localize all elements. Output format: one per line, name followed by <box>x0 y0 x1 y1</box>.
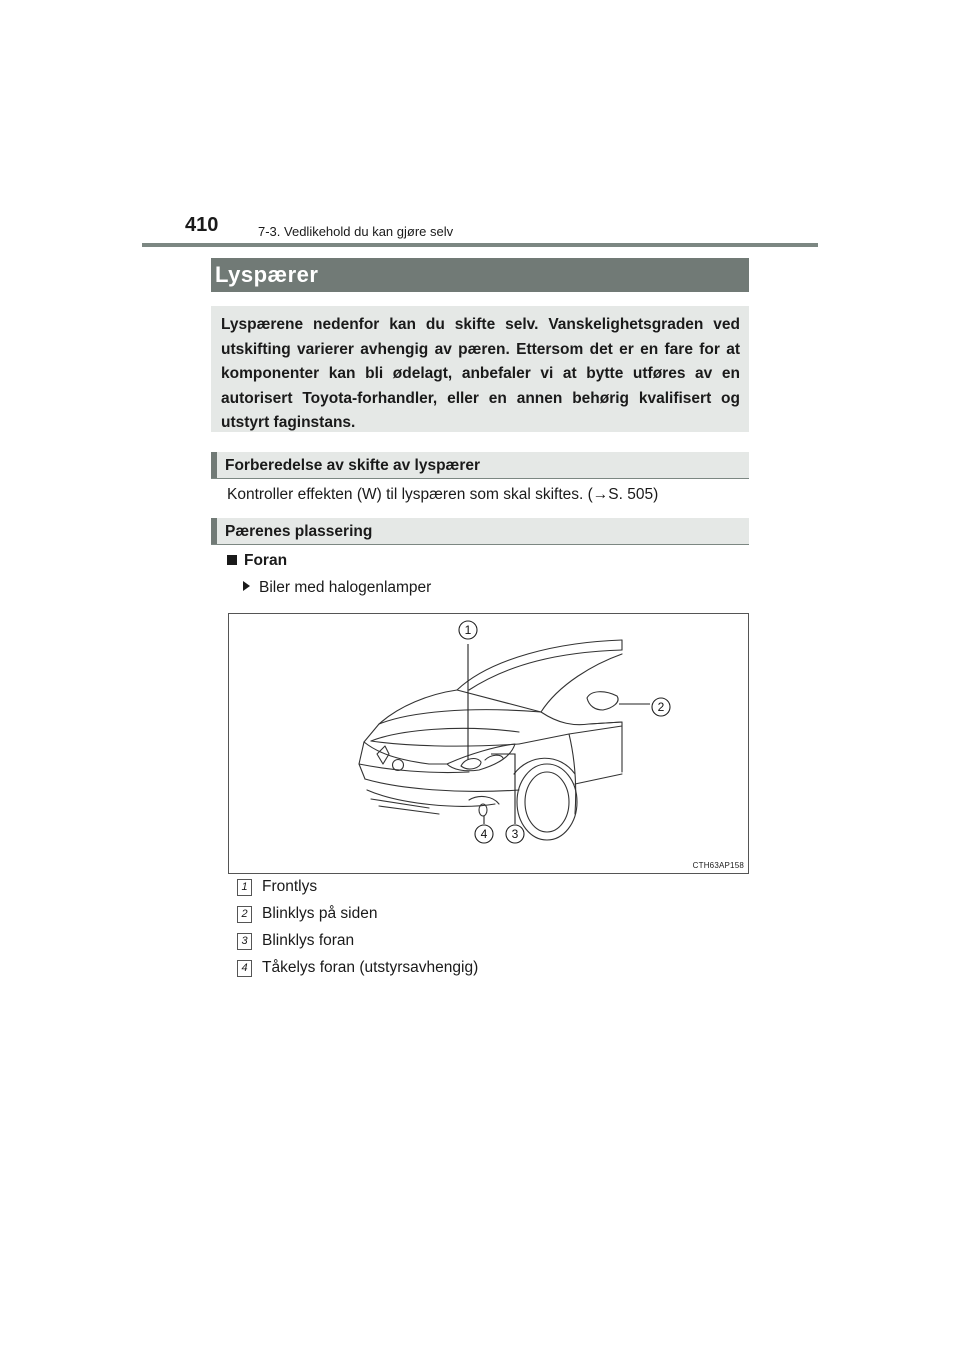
header-rule <box>142 243 818 247</box>
figure-code: CTH63AP158 <box>692 861 744 870</box>
legend-text: Tåkelys foran (utstyrsavhengig) <box>262 959 479 976</box>
legend-text: Blinklys på siden <box>262 905 378 922</box>
callout-4-label: 4 <box>480 827 488 841</box>
car-drawing <box>229 614 748 873</box>
subheading-marker <box>211 518 217 544</box>
legend-item <box>237 905 377 923</box>
page-title: Lyspærer <box>215 262 319 287</box>
subheading-marker <box>211 452 217 478</box>
callout-3-label: 3 <box>511 827 519 841</box>
car-front-illustration <box>228 613 749 874</box>
legend-number: 4 <box>237 960 252 977</box>
callout-2-label: 2 <box>657 700 665 714</box>
legend-item <box>237 878 317 896</box>
preparation-text: Kontroller effekten (W) til lyspæren som skal skiftes. (→S. 505) <box>227 486 659 503</box>
legend-text: Frontlys <box>262 878 318 895</box>
front-label: Foran <box>244 552 288 569</box>
front-heading <box>227 552 287 570</box>
subheading-locations <box>211 518 749 545</box>
legend-number: 3 <box>237 933 252 950</box>
arrow-bullet-icon <box>243 581 250 591</box>
subheading-preparation <box>211 452 749 479</box>
legend-number: 2 <box>237 906 252 923</box>
legend-text: Blinklys foran <box>262 932 355 949</box>
legend-item <box>237 932 354 950</box>
callout-1-label: 1 <box>464 623 472 637</box>
section-title: 7-3. Vedlikehold du kan gjøre selv <box>258 224 454 239</box>
intro-text: Lyspærene nedenfor kan du skifte selv. Vanskelighetsgraden ved utskifting varierer avhengig av pæren. Ettersom det er en fare for at komponenter kan bli ødelagt, anbefaler vi at bytte utføres av en autorisert Toyota-forhandler, eller en annen behørig kvalifisert og utstyrt faginstans. <box>221 316 740 431</box>
legend-number: 1 <box>237 879 252 896</box>
subheading-preparation-text: Forberedelse av skifte av lyspærer <box>225 457 481 474</box>
variant-label: Biler med halogenlamper <box>259 579 432 596</box>
legend-item <box>237 959 478 977</box>
page-number: 410 <box>185 214 219 236</box>
subheading-locations-text: Pærenes plassering <box>225 523 373 540</box>
square-bullet-icon <box>227 555 237 565</box>
variant-line <box>243 579 431 597</box>
